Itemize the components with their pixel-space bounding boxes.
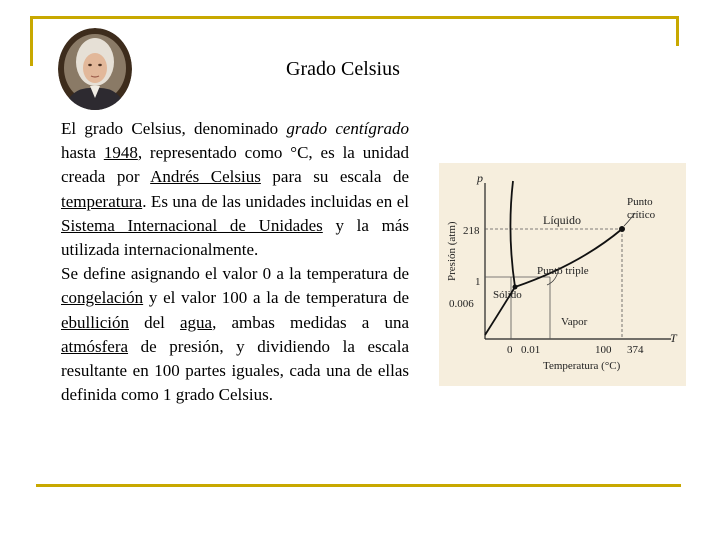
body-text	[61, 117, 409, 407]
link-1948[interactable]: 1948	[103, 143, 138, 163]
portrait-icon	[58, 28, 132, 110]
vaporization-curve	[515, 229, 622, 287]
y-tick-0006: 0.006	[449, 298, 474, 310]
x-tick-0: 0	[507, 344, 513, 356]
link-ebullicion[interactable]: ebullición	[61, 312, 129, 332]
link-temperatura[interactable]: temperatura	[61, 191, 143, 211]
link-sistema-internacional[interactable]: Sistema Internacional de Unidades	[61, 215, 323, 235]
bottom-rule	[36, 484, 681, 487]
x-axis-label: Temperatura (°C)	[543, 360, 621, 372]
top-rule	[30, 16, 677, 19]
text-fragment: hasta	[61, 143, 104, 163]
y-axis-label: Presión (atm)	[446, 221, 458, 281]
region-vapor: Vapor	[561, 316, 588, 328]
x-axis-symbol: T	[670, 331, 677, 345]
text-fragment: Se define asignando el valor 0 a la temperatura de	[61, 264, 409, 284]
link-congelacion[interactable]: congelación	[61, 288, 144, 308]
y-axis-symbol: p	[477, 171, 483, 185]
page-title: Grado Celsius	[286, 58, 400, 80]
text-fragment: , ambas medidas a una	[212, 312, 409, 332]
left-rule	[30, 16, 33, 66]
y-tick-218: 218	[463, 225, 480, 237]
text-fragment: El grado Celsius, denominado	[61, 119, 287, 138]
right-rule	[676, 16, 679, 46]
text-fragment: y el valor 100 a la de temperatura de	[143, 288, 409, 308]
link-andres-celsius[interactable]: Andrés Celsius	[150, 167, 261, 187]
link-agua[interactable]: agua	[180, 312, 213, 332]
critical-point-label: Punto crítico	[627, 196, 656, 221]
critical-point-marker	[619, 226, 625, 232]
italic-term: grado centígrado	[286, 119, 409, 138]
x-tick-001: 0.01	[521, 344, 541, 356]
melting-curve	[510, 181, 515, 287]
region-liquid: Líquido	[543, 213, 581, 227]
text-fragment: del	[128, 312, 180, 332]
link-atmosfera[interactable]: atmósfera	[61, 336, 129, 356]
triple-point-label: Punto triple	[537, 265, 589, 277]
y-tick-1: 1	[475, 276, 481, 288]
phase-diagram	[439, 163, 686, 386]
text-fragment: para su escala de	[260, 167, 409, 187]
region-solid: Sólido	[493, 289, 522, 301]
text-fragment: . Es una de las unidades incluidas en el	[142, 191, 409, 211]
text-fragment: , representado como °C, es la unidad creada por	[61, 143, 409, 187]
x-tick-100: 100	[595, 344, 612, 356]
text-fragment: y la más utilizada internacionalmente.	[61, 215, 409, 260]
x-tick-374: 374	[627, 344, 644, 356]
text-fragment: de presión, y dividiendo la escala resultante en 100 partes iguales, cada una de ellas definida como 1 grado Celsius.	[61, 336, 409, 405]
